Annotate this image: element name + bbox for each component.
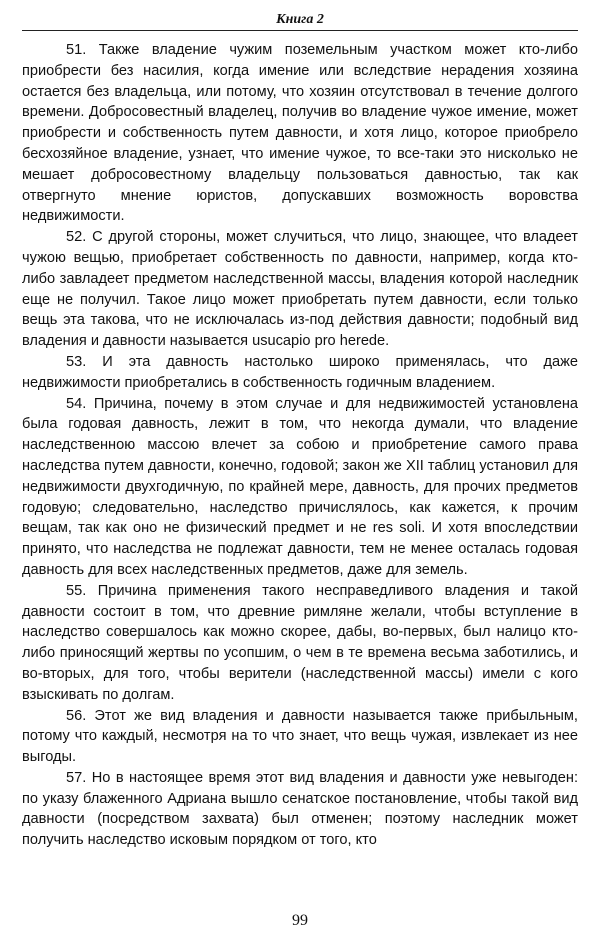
paragraph-52: 52. С другой стороны, может случиться, что лицо, знающее, что владеет чужою вещью, приобретает собственность по давности, например, когда кто-либо завладеет предметом наследственной массы, владения которой наследник еще не получил. Такое лицо может приобретать путем давности, если только вещь эта такова, что не исключалась из-под действия давности; подобный вид владения и давности называется usucapio pro herede.: [22, 229, 578, 350]
paragraph-56: 56. Этот же вид владения и давности называется также прибыльным, потому что каждый, несмотря на то что знает, что вещь чужая, извлекает из нее выгоды.: [22, 707, 578, 766]
running-title: Книга 2: [276, 12, 324, 27]
paragraph-51: 51. Также владение чужим поземельным участком может кто-либо приобрести без насилия, когда имение или вследствие нерадения хозяина остается без владельца, или потому, что хозяин отсутствовал в течение долгого времени. Добросовестный владелец, получив во владение чужое имение, может приобрести и собственность путем давности, и хотя лицо, которое приобрело бесхозяйное владение, узнает, что имение чужое, то все-таки это нисколько не мешает добросовестному владельцу пользоваться давностью, так как отвергнуто мнение юристов, допускавших возможность воровства недвижимости.: [22, 42, 578, 225]
paragraph-53: 53. И эта давность настолько широко применялась, что даже недвижимости приобретались в собственность годичным владением.: [22, 353, 578, 391]
page-number: 99: [292, 912, 308, 929]
page-body: [22, 40, 578, 851]
running-header: [22, 10, 578, 31]
paragraph-55: 55. Причина применения такого несправедливого владения и такой давности состоит в том, что древние римляне желали, чтобы вступление в наследство совершалось как можно скорее, дабы, во-первых, был налицо кто-либо приносящий жертвы по усопшим, о чем в те времена весьма заботились, и во-вторых, для того, чтобы верители (наследственной массы) имели с кого взыскивать по долгам.: [22, 582, 578, 703]
paragraph-57: 57. Но в настоящее время этот вид владения и давности уже невыгоден: по указу блаженного Адриана вышло сенатское постановление, чтобы такой вид давности (посредством захвата) был отменен; поэтому наследник может получить наследство исковым порядком от того, кто: [22, 769, 578, 849]
paragraph-54: 54. Причина, почему в этом случае и для недвижимостей установлена была годовая давность, лежит в том, что некогда думали, что владение наследственною массою влечет за собою и приобретение самого права наследства путем давности, конечно, годовой; закон же XII таблиц установил для недвижимости двухгодичную, по крайней мере, давность, для прочих предметов годовую; следовательно, наследство причислялось, как кажется, к прочим вещам, так как оно не физический предмет и не res soli. И хотя впоследствии принято, что наследства не подлежат давности, тем не менее осталась годовая давность для всех наследственных предметов, даже для земель.: [22, 395, 578, 578]
